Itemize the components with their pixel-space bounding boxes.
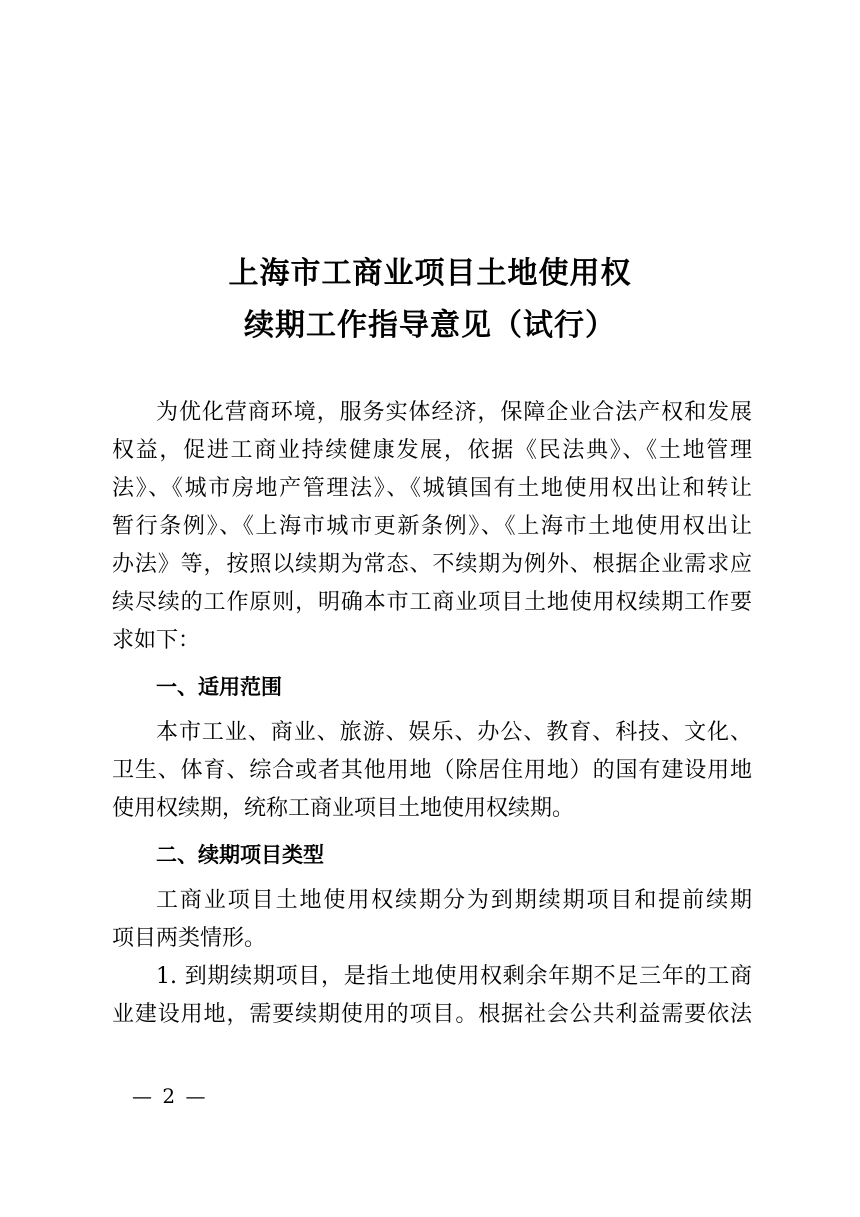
paragraph-types-line-2: 项目两类情形。: [112, 926, 267, 951]
paragraph-intro-line-1: 为优化营商环境，服务实体经济，保障企业合法产权和发展: [156, 400, 752, 425]
paragraph-intro-line-5: 办法》等，按照以续期为常态、不续期为例外、根据企业需求应: [112, 552, 752, 577]
paragraph-intro-line-4: 暂行条例》、《上海市城市更新条例》、《上海市土地使用权出让: [112, 514, 752, 539]
paragraph-types-line-1: 工商业项目土地使用权续期分为到期续期项目和提前续期: [156, 888, 752, 913]
page-number: — 2 —: [132, 1084, 208, 1108]
paragraph-expiry-line-2: 业建设用地，需要续期使用的项目。根据社会公共利益需要依法: [112, 1002, 752, 1027]
paragraph-scope-line-2: 卫生、体育、综合或者其他用地（除居住用地）的国有建设用地: [112, 758, 752, 783]
document-title-line-2: 续期工作指导意见（试行）: [244, 308, 616, 343]
paragraph-intro-line-2: 权益，促进工商业持续健康发展，依据《民法典》、《土地管理: [112, 438, 752, 463]
section-heading-project-types: 二、续期项目类型: [156, 843, 324, 867]
paragraph-expiry-line-1: 1. 到期续期项目，是指土地使用权剩余年期不足三年的工商: [156, 964, 752, 989]
document-title-line-1: 上海市工商业项目土地使用权: [228, 256, 632, 291]
paragraph-intro-line-3: 法》、《城市房地产管理法》、《城镇国有土地使用权出让和转让: [112, 476, 752, 501]
paragraph-scope-line-1: 本市工业、商业、旅游、娱乐、办公、教育、科技、文化、: [156, 720, 752, 745]
paragraph-intro-line-7: 求如下：: [112, 628, 201, 653]
paragraph-intro-line-6: 续尽续的工作原则，明确本市工商业项目土地使用权续期工作要: [112, 590, 752, 615]
paragraph-scope-line-3: 使用权续期，统称工商业项目土地使用权续期。: [112, 796, 575, 821]
section-heading-scope: 一、适用范围: [156, 675, 282, 699]
